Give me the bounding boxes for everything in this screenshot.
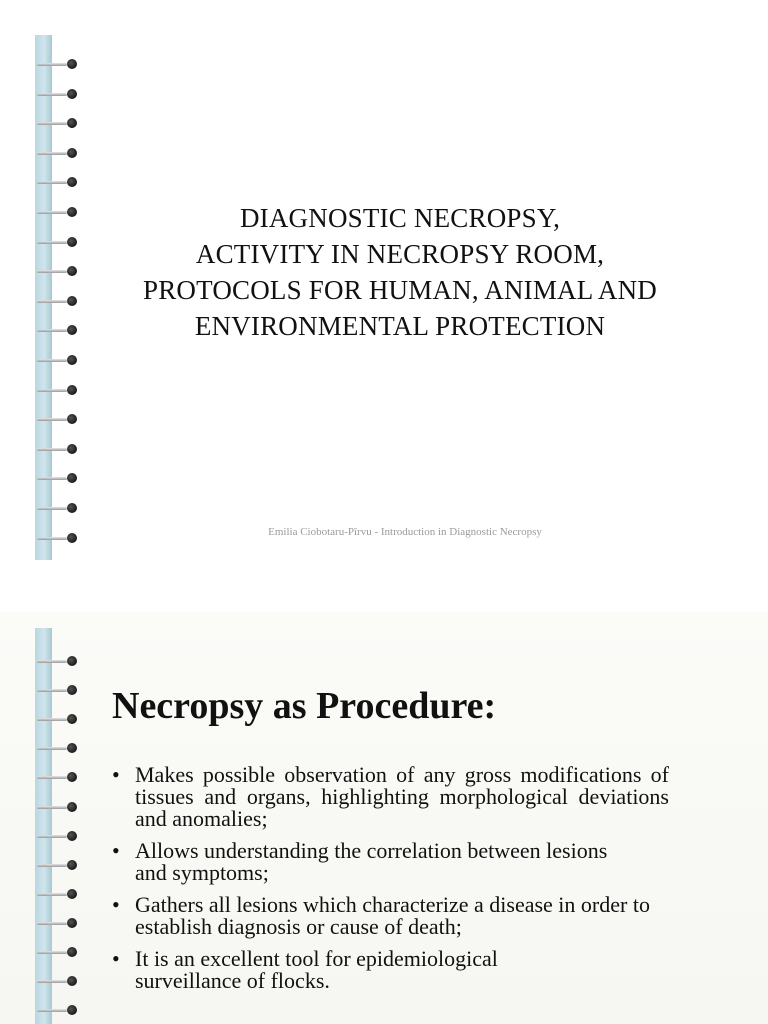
spiral-wire: [37, 893, 67, 896]
spiral-ring-icon: [37, 443, 79, 455]
spiral-hole: [67, 802, 77, 812]
list-item: [112, 948, 585, 992]
spiral-hole: [67, 947, 77, 957]
spiral-wire: [37, 1009, 67, 1012]
spiral-hole: [67, 266, 77, 276]
spiral-hole: [67, 444, 77, 454]
spiral-hole: [67, 296, 77, 306]
spiral-ring-icon: [37, 117, 79, 129]
spiral-hole: [67, 772, 77, 782]
spiral-wire: [37, 152, 67, 155]
spiral-hole: [67, 889, 77, 899]
spiral-wire: [37, 980, 67, 983]
spiral-binding-icon: [35, 35, 85, 560]
spiral-ring-icon: [37, 206, 79, 218]
bullet-text: Makes possible observation of any gross modifications of tissues and organs, highlighting morphological deviations and anomalies;: [135, 762, 669, 831]
spiral-ring-icon: [37, 771, 79, 783]
spiral-hole: [67, 685, 77, 695]
spiral-wire: [37, 689, 67, 692]
title-line: DIAGNOSTIC NECROPSY,: [239, 203, 561, 233]
spiral-wire: [37, 835, 67, 838]
spiral-hole: [67, 656, 77, 666]
spiral-wire: [37, 122, 67, 125]
bullet-icon: •: [112, 892, 120, 917]
bullet-icon: •: [112, 762, 120, 787]
spiral-wire: [37, 241, 67, 244]
title-line: ENVIRONMENTAL PROTECTION: [194, 311, 606, 341]
spiral-wire: [37, 776, 67, 779]
spiral-wire: [37, 270, 67, 273]
spiral-wire: [37, 211, 67, 214]
spiral-wire: [37, 93, 67, 96]
spiral-hole: [67, 414, 77, 424]
title-line: PROTOCOLS FOR HUMAN, ANIMAL AND: [142, 275, 658, 305]
spiral-ring-icon: [37, 917, 79, 929]
spiral-ring-icon: [37, 830, 79, 842]
spiral-ring-icon: [37, 384, 79, 396]
spiral-wire: [37, 418, 67, 421]
spiral-wire: [37, 537, 67, 540]
spiral-hole: [67, 89, 77, 99]
spiral-hole: [67, 325, 77, 335]
spiral-wire: [37, 864, 67, 867]
spiral-ring-icon: [37, 236, 79, 248]
spiral-hole: [67, 503, 77, 513]
slide-title: [90, 200, 710, 344]
bullet-text: Gathers all lesions which characterize a disease in order to establish diagnosis or cause of death;: [135, 892, 650, 939]
spiral-wire: [37, 806, 67, 809]
spiral-hole: [67, 831, 77, 841]
slide-procedure: [0, 612, 768, 1024]
spiral-ring-icon: [37, 1004, 79, 1016]
spiral-hole: [67, 743, 77, 753]
spiral-hole: [67, 714, 77, 724]
spiral-hole: [67, 385, 77, 395]
spiral-ring-icon: [37, 58, 79, 70]
spiral-hole: [67, 976, 77, 986]
bullet-list: [112, 764, 669, 1002]
spiral-hole: [67, 1005, 77, 1015]
spiral-hole: [67, 237, 77, 247]
slide-heading: Necropsy as Procedure:: [112, 685, 497, 727]
spiral-ring-icon: [37, 88, 79, 100]
spiral-hole: [67, 533, 77, 543]
spiral-ring-icon: [37, 147, 79, 159]
spiral-hole: [67, 355, 77, 365]
spiral-hole: [67, 860, 77, 870]
spiral-hole: [67, 148, 77, 158]
spiral-ring-icon: [37, 975, 79, 987]
bullet-text: It is an excellent tool for epidemiological surveillance of flocks.: [135, 946, 498, 993]
spiral-hole: [67, 918, 77, 928]
spiral-ring-icon: [37, 655, 79, 667]
spiral-wire: [37, 359, 67, 362]
list-item: [112, 894, 665, 938]
slide-footer: Emilia Ciobotaru-Pîrvu - Introduction in Diagnostic Necropsy: [268, 526, 542, 538]
list-item: [112, 764, 669, 830]
spiral-hole: [67, 59, 77, 69]
spiral-wire: [37, 329, 67, 332]
spiral-ring-icon: [37, 888, 79, 900]
spiral-ring-icon: [37, 742, 79, 754]
spiral-wire: [37, 477, 67, 480]
spiral-ring-icon: [37, 472, 79, 484]
spiral-ring-icon: [37, 532, 79, 544]
spiral-wire: [37, 181, 67, 184]
spiral-ring-icon: [37, 324, 79, 336]
bullet-text: Allows understanding the correlation between lesions and symptoms;: [135, 838, 608, 885]
list-item: [112, 840, 615, 884]
spiral-ring-icon: [37, 684, 79, 696]
bullet-icon: •: [112, 838, 120, 863]
spiral-hole: [67, 473, 77, 483]
spiral-wire: [37, 660, 67, 663]
spiral-wire: [37, 300, 67, 303]
spiral-ring-icon: [37, 502, 79, 514]
spiral-wire: [37, 389, 67, 392]
spiral-wire: [37, 63, 67, 66]
spiral-wire: [37, 922, 67, 925]
spiral-ring-icon: [37, 265, 79, 277]
spiral-ring-icon: [37, 801, 79, 813]
spiral-hole: [67, 207, 77, 217]
spiral-wire: [37, 718, 67, 721]
spiral-ring-icon: [37, 354, 79, 366]
spiral-wire: [37, 951, 67, 954]
spiral-wire: [37, 507, 67, 510]
spiral-ring-icon: [37, 295, 79, 307]
spiral-hole: [67, 177, 77, 187]
spiral-ring-icon: [37, 859, 79, 871]
spiral-wire: [37, 448, 67, 451]
spiral-hole: [67, 118, 77, 128]
bullet-icon: •: [112, 946, 120, 971]
spiral-ring-icon: [37, 946, 79, 958]
spiral-ring-icon: [37, 176, 79, 188]
spiral-ring-icon: [37, 413, 79, 425]
title-line: ACTIVITY IN NECROPSY ROOM,: [195, 239, 605, 269]
spiral-ring-icon: [37, 713, 79, 725]
spiral-binding-icon: [35, 628, 85, 1024]
spiral-wire: [37, 747, 67, 750]
